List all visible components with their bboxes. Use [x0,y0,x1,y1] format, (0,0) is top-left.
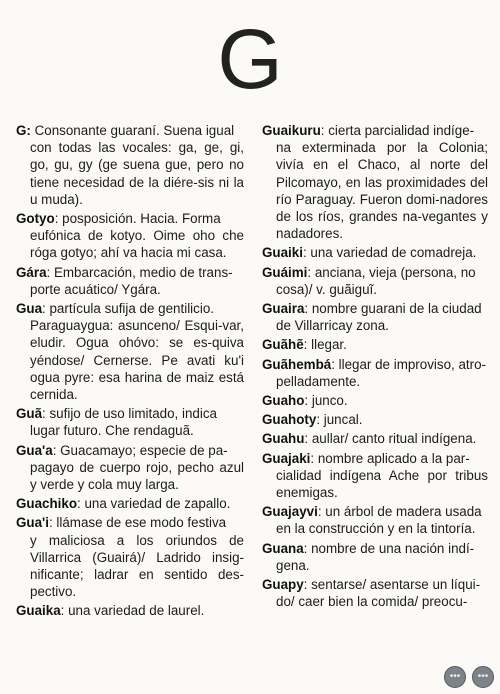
entry-headword: Gotyo [16,211,55,227]
entry-definition-start: : una variedad de zapallo. [77,496,231,512]
dictionary-entry [262,411,488,428]
entry-definition-rest: con todas las vocales: ga, ge, gi, go, gu, gy (ge suena gue, pero no tiene necesidad de la diére-sis ni la u muda). [30,140,244,207]
right-column [262,122,488,612]
entry-definition-start: : llegar. [303,337,347,353]
entry-headword: Guaira [262,301,305,317]
entry-definition-start: : sentarse/ asentarse un líqui- [303,577,481,593]
entry-definition-rest: Paraguaygua: asunceno/ Esqui-var, eludir. Ogua ohóvo: se es-quiva yéndose/ Cernerse. Pe avati ku'i ogua pyre: esa harina de maiz está cernida. [30,318,244,403]
dictionary-entry [262,336,488,353]
entry-headword: Gára [16,264,47,280]
entry-definition-rest: na exterminada por la Colonia; vivía en el Chaco, al norte del Pilcomayo, en las proximidades del río Paraguay. Fueron domi-nadores de los ríos, grandes na-vegantes y nadadores. [276,140,488,242]
dictionary-entry [262,576,488,610]
entry-definition-start: : Guacamayo; especie de pa- [52,442,228,458]
entry-definition-start: : anciana, vieja (persona, no [307,264,476,280]
entry-headword: Guã [16,406,43,422]
next-page-button[interactable] [472,666,494,688]
page-navigation [444,666,494,688]
entry-definition-start: : partícula sufija de gentilicio. [42,301,214,317]
entry-headword: Gua [16,301,43,317]
entry-headword: Guãhembá [262,356,332,372]
dictionary-entry [262,450,488,502]
entry-headword: Guana [262,540,304,556]
entry-headword: Guahoty [262,412,317,428]
left-column [16,122,244,622]
entry-definition-start: Consonante guaraní. Suena igual [30,123,235,138]
entry-definition-rest: porte acuático/ Ygára. [30,281,161,297]
entry-headword: Guaiki [262,245,303,261]
dictionary-entry [262,244,488,261]
dictionary-entry [16,122,244,208]
dots-icon: ••• [449,671,461,682]
dictionary-entry [16,300,244,403]
entry-headword: Guajayvi [262,504,318,520]
entry-definition-rest: cosa)/ v. guãiguĩ. [276,281,377,297]
entry-definition-rest: gena. [276,557,310,573]
entry-headword: Guaho [262,393,305,409]
dictionary-entry [262,300,488,334]
entry-headword: Guáimi [262,264,308,280]
entry-definition-start: : llámase de ese modo festiva [48,515,227,531]
dictionary-entry [16,405,244,439]
dictionary-entry [16,514,244,600]
entry-headword: Gua'i [16,515,49,531]
entry-definition-start: : Embarcación, medio de trans- [46,264,233,280]
entry-headword: Guajaki [262,450,311,466]
entry-definition-start: : sufijo de uso limitado, indica [42,406,217,422]
entry-definition-start: : aullar/ canto ritual indígena. [304,431,477,447]
dictionary-entry [16,602,244,619]
entry-headword: Guahu [262,431,305,447]
entry-definition-rest: do/ caer bien la comida/ preocu- [276,594,468,610]
entry-definition-start: : llegar de improviso, atro- [331,356,486,372]
dictionary-entry [262,430,488,447]
dictionary-entry [262,356,488,390]
dots-icon: ••• [477,671,489,682]
entry-headword: Guachiko [16,496,78,512]
entry-headword: Guãhẽ [262,337,304,353]
entry-definition-rest: cialidad indígena Ache por tribus enemigas. [276,467,488,501]
entry-definition-start: : cierta parcialidad indíge- [320,123,475,138]
entry-definition-start: : nombre aplicado a la par- [310,450,470,466]
dictionary-entry [262,264,488,298]
previous-page-button[interactable] [444,666,466,688]
entry-definition-start: : junco. [304,393,348,409]
entry-definition-rest: de Villarricay zona. [276,318,389,334]
section-letter: G [217,12,283,106]
entry-headword: Guapy [262,577,304,593]
dictionary-entry [262,540,488,574]
entry-definition-rest: y maliciosa a los oriundos de Villarrica (Guairá)/ Ladrido insig-nificante; ladrar en sentido des-pectivo. [30,532,244,600]
entry-definition-start: : un árbol de madera usada [317,504,482,520]
entry-headword: G: [16,123,31,138]
dictionary-entry [262,122,488,242]
entry-definition-rest: eufónica de kotyo. Oime oho che róga gotyo; ahí va hacia mi casa. [30,228,244,261]
dictionary-entry [16,264,244,298]
entry-definition-start: : una variedad de comadreja. [302,245,477,261]
dictionary-entry [262,503,488,537]
entry-definition-start: : nombre de una nación indí- [303,540,475,556]
entry-definition-start: : juncal. [316,412,363,428]
entry-headword: Guaikuru [262,123,321,138]
entry-headword: Gua'a [16,442,53,458]
entry-definition-rest: pagayo de cuerpo rojo, pecho azul y verde y cola muy larga. [30,459,244,493]
entry-definition-rest: pelladamente. [276,373,361,389]
entry-definition-rest: en la construcción y en la tintoría. [276,521,476,537]
dictionary-entry [16,442,244,494]
entry-definition-start: : una variedad de laurel. [60,603,205,619]
dictionary-entry [16,210,244,262]
entry-definition-rest: lugar futuro. Che rendaguã. [30,423,194,439]
entry-definition-start: : posposición. Hacia. Forma [54,211,221,227]
dictionary-entry [262,392,488,409]
entry-headword: Guaika [16,603,61,619]
entry-definition-start: : nombre guarani de la ciudad [304,301,482,317]
dictionary-entry [16,495,244,512]
